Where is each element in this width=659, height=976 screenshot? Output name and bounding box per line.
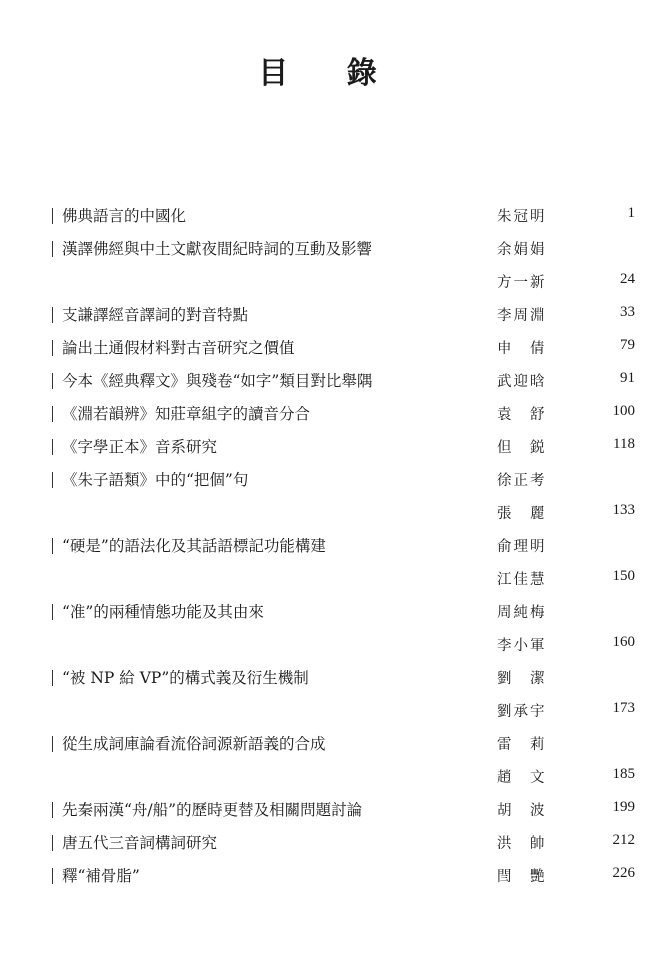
entry-author: 劉承宇 [497, 704, 547, 720]
toc-line [0, 233, 659, 266]
toc-entry[interactable] [0, 530, 659, 596]
toc-entry[interactable] [0, 728, 659, 794]
toc-entry[interactable] [0, 398, 659, 431]
entry-title[interactable]: “准”的兩種情態功能及其由來 [62, 603, 264, 621]
entry-author: 趙 文 [497, 770, 547, 786]
entry-marker [52, 373, 53, 389]
entry-author: 洪 帥 [497, 836, 547, 852]
entry-marker [52, 802, 53, 818]
entry-marker [52, 406, 53, 422]
toc-line [0, 827, 659, 860]
entry-marker [52, 340, 53, 356]
entry-marker [52, 835, 53, 851]
toc-line [0, 200, 659, 233]
entry-author: 但 鋭 [497, 440, 547, 456]
entry-title[interactable]: 釋“補骨脂” [62, 867, 140, 885]
entry-page-number: 24 [620, 271, 635, 287]
toc-line [0, 662, 659, 695]
entry-marker [52, 604, 53, 620]
toc-line [0, 365, 659, 398]
toc-line [0, 431, 659, 464]
toc-entry[interactable] [0, 365, 659, 398]
toc-line [0, 695, 659, 728]
entry-title[interactable]: 《朱子語類》中的“把個”句 [62, 471, 249, 489]
entry-page-number: 150 [612, 568, 635, 584]
entry-title[interactable]: 先秦兩漢“舟/船”的歷時更替及相關問題討論 [62, 801, 363, 819]
entry-page-number: 199 [612, 799, 635, 815]
entry-title[interactable]: 佛典語言的中國化 [62, 207, 187, 225]
toc-entry[interactable] [0, 332, 659, 365]
entry-author: 李周淵 [497, 308, 547, 324]
toc-line [0, 761, 659, 794]
toc-line [0, 299, 659, 332]
entry-page-number: 173 [612, 700, 635, 716]
entry-author: 俞理明 [497, 539, 547, 555]
entry-page-number: 118 [613, 436, 635, 452]
entry-page-number: 79 [620, 337, 635, 353]
entry-title[interactable]: “硬是”的語法化及其話語標記功能構建 [62, 537, 326, 555]
toc-entry[interactable] [0, 299, 659, 332]
entry-title[interactable]: “被 NP 給 VP”的構式義及衍生機制 [62, 669, 309, 687]
entry-page-number: 100 [612, 403, 635, 419]
entry-marker [52, 439, 53, 455]
entry-author: 周純梅 [497, 605, 547, 621]
toc-line [0, 266, 659, 299]
entry-marker [52, 307, 53, 323]
entry-page-number: 1 [627, 205, 635, 221]
toc-line [0, 728, 659, 761]
toc-entry[interactable] [0, 827, 659, 860]
toc-entry[interactable] [0, 794, 659, 827]
entry-author: 徐正考 [497, 473, 547, 489]
entry-title[interactable]: 《字學正本》音系研究 [62, 438, 218, 456]
toc-line [0, 464, 659, 497]
page-title: 目 錄 [258, 56, 401, 91]
entry-title[interactable]: 從生成詞庫論看流俗詞源新語義的合成 [62, 735, 326, 753]
entry-author: 武迎晗 [497, 374, 547, 390]
entry-marker [52, 538, 53, 554]
entry-title[interactable]: 論出土通假材料對古音研究之價值 [62, 339, 295, 357]
toc-line [0, 497, 659, 530]
entry-marker [52, 472, 53, 488]
entry-author: 申 倩 [497, 341, 547, 357]
entry-author: 余娟娟 [497, 242, 547, 258]
entry-page-number: 133 [612, 502, 635, 518]
entry-title[interactable]: 唐五代三音詞構詞研究 [62, 834, 218, 852]
entry-page-number: 226 [612, 865, 635, 881]
entry-marker [52, 868, 53, 884]
table-of-contents [0, 200, 659, 893]
entry-title[interactable]: 漢譯佛經與中土文獻夜間紀時詞的互動及影響 [62, 240, 373, 258]
entry-author: 劉 潔 [497, 671, 547, 687]
toc-entry[interactable] [0, 233, 659, 299]
entry-page-number: 33 [620, 304, 635, 320]
toc-line [0, 332, 659, 365]
entry-author: 江佳慧 [497, 572, 547, 588]
entry-author: 方一新 [497, 275, 547, 291]
toc-entry[interactable] [0, 431, 659, 464]
entry-author: 閆 艷 [497, 869, 547, 885]
entry-title[interactable]: 今本《經典釋文》與殘卷“如字”類目對比舉隅 [62, 372, 373, 390]
toc-line [0, 398, 659, 431]
toc-line [0, 596, 659, 629]
toc-line [0, 530, 659, 563]
entry-author: 雷 莉 [497, 737, 547, 753]
entry-title[interactable]: 《淵若韻辨》知莊章組字的讀音分合 [62, 405, 311, 423]
entry-author: 張 麗 [497, 506, 547, 522]
toc-entry[interactable] [0, 860, 659, 893]
entry-title[interactable]: 支謙譯經音譯詞的對音特點 [62, 306, 249, 324]
toc-entry[interactable] [0, 662, 659, 728]
toc-line [0, 794, 659, 827]
entry-page-number: 91 [620, 370, 635, 386]
entry-marker [52, 736, 53, 752]
entry-marker [52, 208, 53, 224]
toc-line [0, 860, 659, 893]
entry-author: 袁 舒 [497, 407, 547, 423]
entry-author: 胡 波 [497, 803, 547, 819]
toc-entry[interactable] [0, 596, 659, 662]
entry-marker [52, 241, 53, 257]
toc-entry[interactable] [0, 464, 659, 530]
entry-page-number: 185 [612, 766, 635, 782]
toc-line [0, 629, 659, 662]
toc-line [0, 563, 659, 596]
entry-page-number: 212 [612, 832, 635, 848]
entry-marker [52, 670, 53, 686]
entry-author: 李小軍 [497, 638, 547, 654]
entry-page-number: 160 [612, 634, 635, 650]
toc-entry[interactable] [0, 200, 659, 233]
entry-author: 朱冠明 [497, 209, 547, 225]
